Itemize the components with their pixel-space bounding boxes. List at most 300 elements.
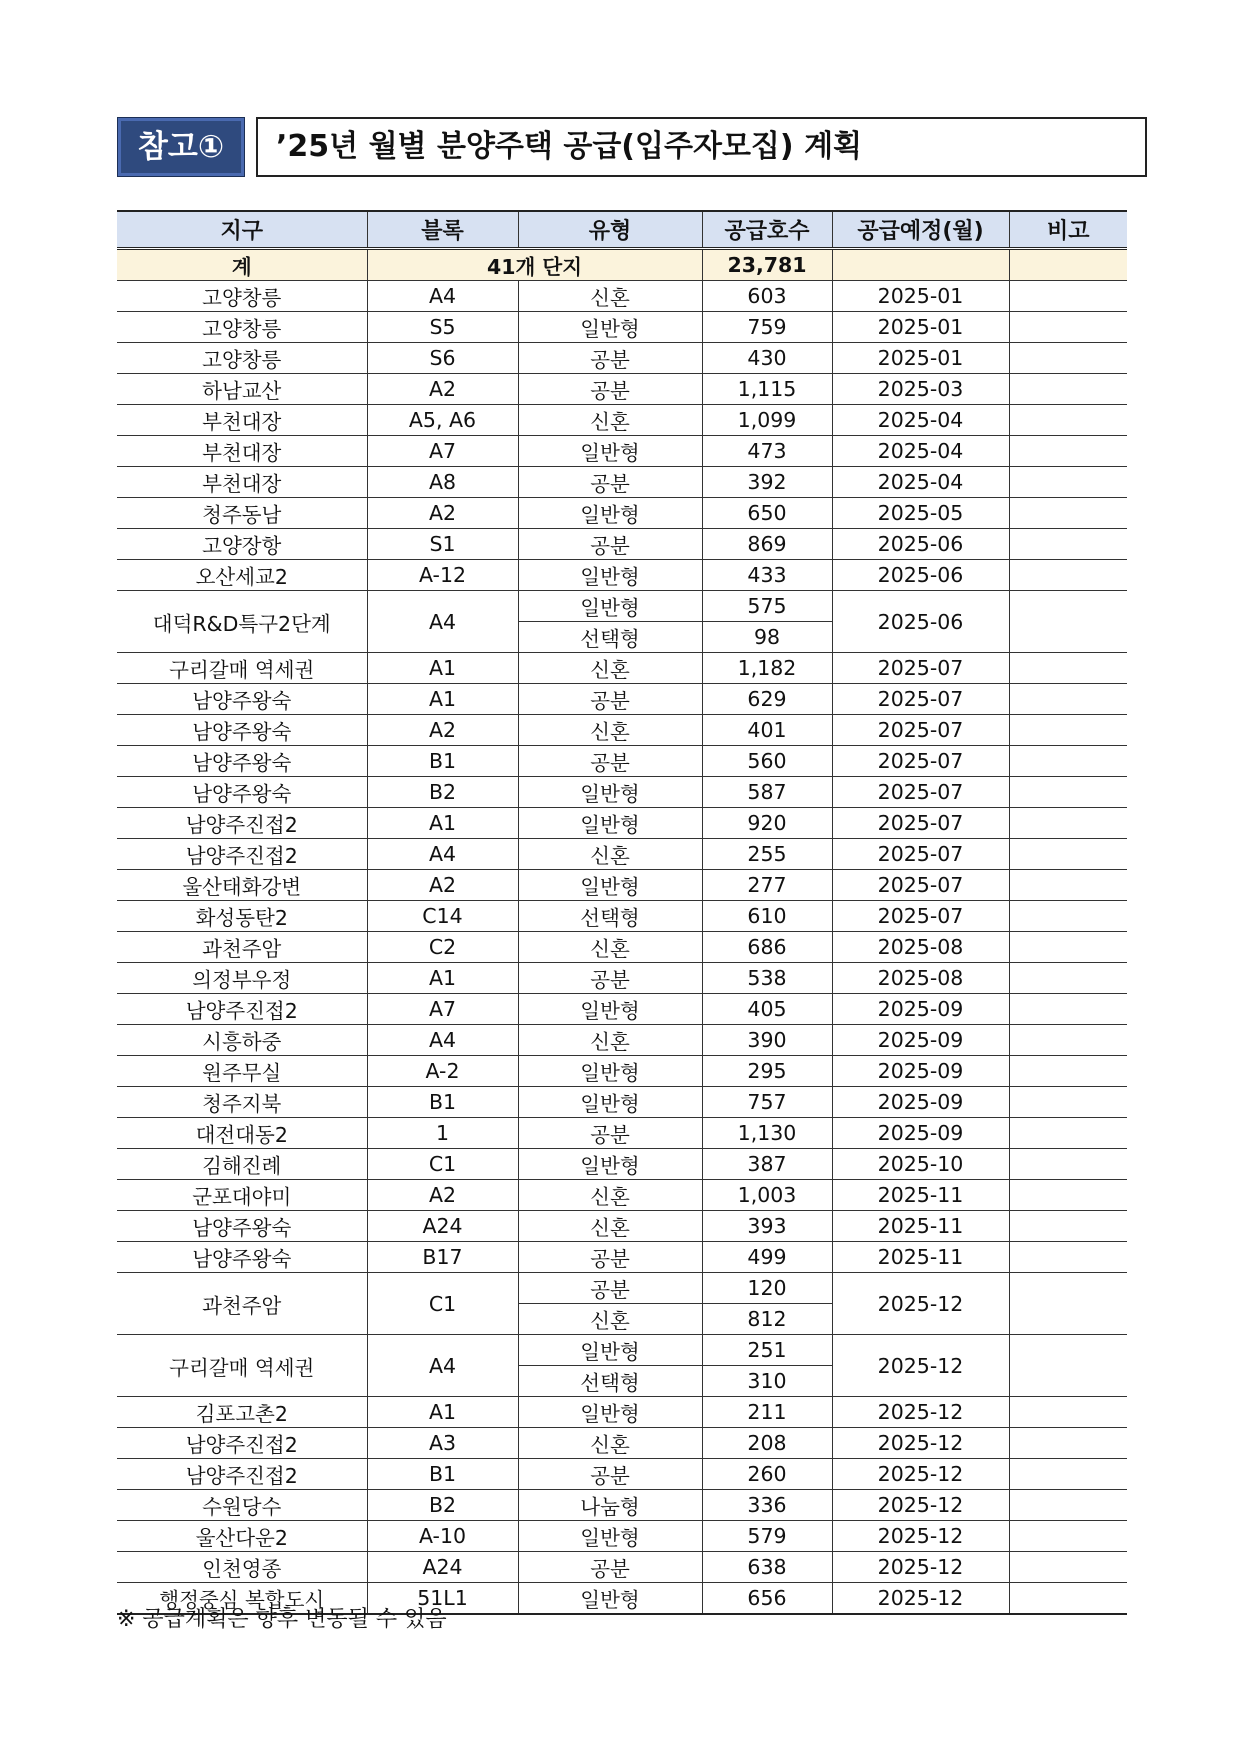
cell-block: A1 — [367, 1397, 518, 1428]
cell-remarks — [1009, 1056, 1127, 1087]
cell-month: 2025-07 — [832, 901, 1009, 932]
cell-block: A1 — [367, 653, 518, 684]
cell-district: 오산세교2 — [117, 560, 367, 591]
cell-block: 1 — [367, 1118, 518, 1149]
cell-remarks — [1009, 591, 1127, 653]
table-row — [117, 715, 1127, 746]
cell-district: 남양주진접2 — [117, 839, 367, 870]
cell-type: 공분 — [518, 963, 702, 994]
cell-remarks — [1009, 808, 1127, 839]
cell-district: 인천영종 — [117, 1552, 367, 1583]
table-row — [117, 1428, 1127, 1459]
cell-units: 1,099 — [702, 405, 832, 436]
table-row — [117, 777, 1127, 808]
cell-units: 686 — [702, 932, 832, 963]
cell-month: 2025-09 — [832, 1056, 1009, 1087]
cell-units: 812 — [702, 1304, 832, 1335]
cell-remarks — [1009, 994, 1127, 1025]
cell-month: 2025-12 — [832, 1335, 1009, 1397]
table-row — [117, 994, 1127, 1025]
cell-month: 2025-07 — [832, 715, 1009, 746]
cell-type: 일반형 — [518, 1056, 702, 1087]
cell-block: C2 — [367, 932, 518, 963]
cell-block: B1 — [367, 1087, 518, 1118]
cell-remarks — [1009, 839, 1127, 870]
cell-district: 의정부우정 — [117, 963, 367, 994]
cell-remarks — [1009, 746, 1127, 777]
cell-month: 2025-12 — [832, 1552, 1009, 1583]
table-row — [117, 932, 1127, 963]
table-header-row — [117, 211, 1127, 249]
cell-district: 남양주진접2 — [117, 808, 367, 839]
table-row — [117, 498, 1127, 529]
cell-type: 신혼 — [518, 839, 702, 870]
cell-type: 일반형 — [518, 1087, 702, 1118]
cell-district: 군포대야미 — [117, 1180, 367, 1211]
cell-block: B1 — [367, 1459, 518, 1490]
cell-type: 공분 — [518, 746, 702, 777]
table-row — [117, 343, 1127, 374]
cell-district: 남양주왕숙 — [117, 684, 367, 715]
cell-month: 2025-04 — [832, 405, 1009, 436]
cell-remarks — [1009, 343, 1127, 374]
cell-district: 울산다운2 — [117, 1521, 367, 1552]
cell-remarks — [1009, 1397, 1127, 1428]
cell-units: 260 — [702, 1459, 832, 1490]
cell-month: 2025-09 — [832, 1118, 1009, 1149]
cell-units: 587 — [702, 777, 832, 808]
cell-month: 2025-12 — [832, 1583, 1009, 1615]
cell-remarks — [1009, 777, 1127, 808]
cell-units: 277 — [702, 870, 832, 901]
cell-units: 499 — [702, 1242, 832, 1273]
footnote: ※ 공급계획은 향후 변동될 수 있음 — [117, 1607, 447, 1632]
cell-month: 2025-01 — [832, 343, 1009, 374]
cell-district: 남양주왕숙 — [117, 715, 367, 746]
cell-district: 남양주왕숙 — [117, 777, 367, 808]
cell-type: 일반형 — [518, 312, 702, 343]
cell-district: 화성동탄2 — [117, 901, 367, 932]
cell-district: 수원당수 — [117, 1490, 367, 1521]
table-row — [117, 746, 1127, 777]
cell-units: 405 — [702, 994, 832, 1025]
supply-plan-table — [117, 210, 1127, 1615]
cell-type: 일반형 — [518, 1335, 702, 1366]
cell-month: 2025-11 — [832, 1242, 1009, 1273]
cell-block: A2 — [367, 715, 518, 746]
cell-units: 603 — [702, 281, 832, 312]
cell-block: A-10 — [367, 1521, 518, 1552]
cell-type: 공분 — [518, 1242, 702, 1273]
cell-type: 신혼 — [518, 1428, 702, 1459]
col-header-block: 블록 — [367, 211, 518, 249]
cell-block: S6 — [367, 343, 518, 374]
col-header-units: 공급호수 — [702, 211, 832, 249]
cell-remarks — [1009, 1428, 1127, 1459]
table-row — [117, 870, 1127, 901]
cell-units: 295 — [702, 1056, 832, 1087]
cell-units: 401 — [702, 715, 832, 746]
cell-remarks — [1009, 560, 1127, 591]
cell-block: B2 — [367, 1490, 518, 1521]
cell-units: 208 — [702, 1428, 832, 1459]
table-row — [117, 808, 1127, 839]
cell-remarks — [1009, 281, 1127, 312]
cell-block: A4 — [367, 591, 518, 653]
cell-block: A24 — [367, 1552, 518, 1583]
cell-remarks — [1009, 870, 1127, 901]
cell-type: 일반형 — [518, 994, 702, 1025]
col-header-district: 지구 — [117, 211, 367, 249]
cell-block: A1 — [367, 808, 518, 839]
cell-month: 2025-07 — [832, 653, 1009, 684]
cell-units: 211 — [702, 1397, 832, 1428]
page-title: ’25년 월별 분양주택 공급(입주자모집) 계획 — [256, 117, 1147, 177]
cell-block: S1 — [367, 529, 518, 560]
cell-district: 구리갈매 역세권 — [117, 653, 367, 684]
cell-type: 공분 — [518, 467, 702, 498]
cell-type: 신혼 — [518, 1025, 702, 1056]
cell-month: 2025-12 — [832, 1397, 1009, 1428]
cell-type: 공분 — [518, 343, 702, 374]
cell-month: 2025-06 — [832, 560, 1009, 591]
cell-units: 920 — [702, 808, 832, 839]
cell-remarks — [1009, 1025, 1127, 1056]
table-row — [117, 405, 1127, 436]
cell-district: 울산태화강변 — [117, 870, 367, 901]
cell-type: 신혼 — [518, 715, 702, 746]
cell-month: 2025-09 — [832, 1087, 1009, 1118]
total-row — [117, 249, 1127, 281]
table-row — [117, 1397, 1127, 1428]
cell-units: 120 — [702, 1273, 832, 1304]
table-row — [117, 653, 1127, 684]
cell-type: 공분 — [518, 374, 702, 405]
cell-remarks — [1009, 1521, 1127, 1552]
cell-district: 김해진례 — [117, 1149, 367, 1180]
cell-remarks — [1009, 467, 1127, 498]
table-row — [117, 901, 1127, 932]
cell-month: 2025-10 — [832, 1149, 1009, 1180]
cell-units: 757 — [702, 1087, 832, 1118]
cell-units: 629 — [702, 684, 832, 715]
cell-block: A1 — [367, 963, 518, 994]
table-row — [117, 560, 1127, 591]
cell-remarks — [1009, 1180, 1127, 1211]
cell-district: 청주동남 — [117, 498, 367, 529]
cell-remarks — [1009, 405, 1127, 436]
cell-remarks — [1009, 374, 1127, 405]
cell-district: 대전대동2 — [117, 1118, 367, 1149]
table-row — [117, 684, 1127, 715]
cell-month: 2025-07 — [832, 684, 1009, 715]
col-header-type: 유형 — [518, 211, 702, 249]
cell-remarks — [1009, 498, 1127, 529]
cell-district: 부천대장 — [117, 405, 367, 436]
cell-remarks — [1009, 1490, 1127, 1521]
cell-month: 2025-04 — [832, 467, 1009, 498]
table-row — [117, 1273, 1127, 1304]
cell-units: 638 — [702, 1552, 832, 1583]
cell-district: 남양주왕숙 — [117, 1242, 367, 1273]
cell-block: A-2 — [367, 1056, 518, 1087]
cell-remarks — [1009, 901, 1127, 932]
cell-remarks — [1009, 312, 1127, 343]
cell-units: 393 — [702, 1211, 832, 1242]
cell-remarks — [1009, 653, 1127, 684]
cell-block: A7 — [367, 994, 518, 1025]
table-row — [117, 1211, 1127, 1242]
cell-block: A3 — [367, 1428, 518, 1459]
cell-month: 2025-07 — [832, 777, 1009, 808]
cell-type: 공분 — [518, 529, 702, 560]
cell-type: 선택형 — [518, 901, 702, 932]
cell-block: C1 — [367, 1149, 518, 1180]
table-row — [117, 1025, 1127, 1056]
cell-type: 신혼 — [518, 932, 702, 963]
cell-remarks — [1009, 684, 1127, 715]
cell-month: 2025-08 — [832, 932, 1009, 963]
cell-remarks — [1009, 715, 1127, 746]
total-remarks — [1009, 249, 1127, 281]
cell-block: C14 — [367, 901, 518, 932]
cell-district: 남양주진접2 — [117, 1459, 367, 1490]
cell-remarks — [1009, 932, 1127, 963]
cell-units: 1,130 — [702, 1118, 832, 1149]
cell-type: 일반형 — [518, 870, 702, 901]
cell-type: 일반형 — [518, 436, 702, 467]
cell-month: 2025-12 — [832, 1490, 1009, 1521]
table-row — [117, 839, 1127, 870]
cell-month: 2025-08 — [832, 963, 1009, 994]
cell-remarks — [1009, 436, 1127, 467]
col-header-remarks: 비고 — [1009, 211, 1127, 249]
cell-month: 2025-07 — [832, 870, 1009, 901]
cell-month: 2025-01 — [832, 281, 1009, 312]
table-row — [117, 1056, 1127, 1087]
cell-type: 일반형 — [518, 498, 702, 529]
table-row — [117, 1180, 1127, 1211]
cell-month: 2025-12 — [832, 1273, 1009, 1335]
cell-type: 신혼 — [518, 1211, 702, 1242]
cell-units: 392 — [702, 467, 832, 498]
cell-units: 255 — [702, 839, 832, 870]
cell-units: 575 — [702, 591, 832, 622]
cell-block: 51L1 — [367, 1583, 518, 1615]
cell-units: 1,182 — [702, 653, 832, 684]
cell-type: 일반형 — [518, 777, 702, 808]
cell-month: 2025-11 — [832, 1180, 1009, 1211]
cell-month: 2025-06 — [832, 591, 1009, 653]
cell-district: 남양주진접2 — [117, 1428, 367, 1459]
cell-type: 신혼 — [518, 653, 702, 684]
cell-remarks — [1009, 1149, 1127, 1180]
cell-month: 2025-05 — [832, 498, 1009, 529]
cell-units: 538 — [702, 963, 832, 994]
cell-district: 고양창릉 — [117, 281, 367, 312]
cell-block: A4 — [367, 839, 518, 870]
cell-type: 일반형 — [518, 591, 702, 622]
cell-district: 하남교산 — [117, 374, 367, 405]
cell-month: 2025-07 — [832, 839, 1009, 870]
cell-units: 759 — [702, 312, 832, 343]
table-row — [117, 1087, 1127, 1118]
cell-type: 공분 — [518, 1273, 702, 1304]
col-header-month: 공급예정(월) — [832, 211, 1009, 249]
cell-units: 560 — [702, 746, 832, 777]
table-row — [117, 591, 1127, 622]
cell-type: 선택형 — [518, 622, 702, 653]
cell-type: 공분 — [518, 1118, 702, 1149]
cell-block: A1 — [367, 684, 518, 715]
cell-district: 원주무실 — [117, 1056, 367, 1087]
cell-district: 청주지북 — [117, 1087, 367, 1118]
cell-units: 656 — [702, 1583, 832, 1615]
table-row — [117, 1242, 1127, 1273]
table-row — [117, 281, 1127, 312]
cell-units: 310 — [702, 1366, 832, 1397]
cell-units: 650 — [702, 498, 832, 529]
cell-remarks — [1009, 1459, 1127, 1490]
cell-block: A2 — [367, 498, 518, 529]
cell-block: B1 — [367, 746, 518, 777]
table-row — [117, 1552, 1127, 1583]
cell-units: 473 — [702, 436, 832, 467]
cell-district: 남양주진접2 — [117, 994, 367, 1025]
cell-type: 공분 — [518, 1459, 702, 1490]
cell-block: A24 — [367, 1211, 518, 1242]
cell-type: 일반형 — [518, 1583, 702, 1615]
cell-units: 336 — [702, 1490, 832, 1521]
cell-remarks — [1009, 1273, 1127, 1335]
cell-district: 부천대장 — [117, 436, 367, 467]
cell-month: 2025-12 — [832, 1428, 1009, 1459]
cell-district: 고양장항 — [117, 529, 367, 560]
cell-remarks — [1009, 529, 1127, 560]
cell-type: 공분 — [518, 1552, 702, 1583]
cell-units: 1,003 — [702, 1180, 832, 1211]
cell-district: 행정중심 복합도시 — [117, 1583, 367, 1615]
cell-month: 2025-03 — [832, 374, 1009, 405]
cell-block: A-12 — [367, 560, 518, 591]
table-row — [117, 1521, 1127, 1552]
cell-remarks — [1009, 1118, 1127, 1149]
cell-block: A2 — [367, 1180, 518, 1211]
cell-type: 신혼 — [518, 405, 702, 436]
table-row — [117, 312, 1127, 343]
cell-units: 390 — [702, 1025, 832, 1056]
cell-remarks — [1009, 1242, 1127, 1273]
cell-type: 공분 — [518, 684, 702, 715]
cell-district: 고양창릉 — [117, 312, 367, 343]
cell-district: 남양주왕숙 — [117, 1211, 367, 1242]
cell-month: 2025-11 — [832, 1211, 1009, 1242]
table-row — [117, 1459, 1127, 1490]
cell-block: A5, A6 — [367, 405, 518, 436]
table-row — [117, 963, 1127, 994]
cell-units: 98 — [702, 622, 832, 653]
cell-units: 387 — [702, 1149, 832, 1180]
cell-month: 2025-09 — [832, 1025, 1009, 1056]
cell-type: 일반형 — [518, 1149, 702, 1180]
cell-type: 일반형 — [518, 1521, 702, 1552]
cell-block: A4 — [367, 281, 518, 312]
cell-type: 신혼 — [518, 281, 702, 312]
cell-district: 고양창릉 — [117, 343, 367, 374]
cell-block: C1 — [367, 1273, 518, 1335]
cell-remarks — [1009, 1211, 1127, 1242]
cell-month: 2025-04 — [832, 436, 1009, 467]
total-month — [832, 249, 1009, 281]
cell-units: 610 — [702, 901, 832, 932]
cell-type: 일반형 — [518, 808, 702, 839]
page-header — [117, 117, 1127, 177]
cell-district: 구리갈매 역세권 — [117, 1335, 367, 1397]
cell-block: A2 — [367, 870, 518, 901]
cell-block: A4 — [367, 1335, 518, 1397]
reference-badge: 참고① — [117, 117, 245, 177]
table-row — [117, 436, 1127, 467]
cell-district: 김포고촌2 — [117, 1397, 367, 1428]
total-units: 23,781 — [702, 249, 832, 281]
cell-block: A7 — [367, 436, 518, 467]
cell-remarks — [1009, 1552, 1127, 1583]
cell-type: 일반형 — [518, 1397, 702, 1428]
cell-block: A4 — [367, 1025, 518, 1056]
cell-district: 남양주왕숙 — [117, 746, 367, 777]
cell-district: 부천대장 — [117, 467, 367, 498]
cell-district: 과천주암 — [117, 932, 367, 963]
cell-block: B2 — [367, 777, 518, 808]
cell-block: A2 — [367, 374, 518, 405]
total-blocks: 41개 단지 — [367, 249, 702, 281]
cell-remarks — [1009, 1335, 1127, 1397]
cell-type: 신혼 — [518, 1180, 702, 1211]
cell-type: 선택형 — [518, 1366, 702, 1397]
cell-units: 433 — [702, 560, 832, 591]
table-row — [117, 529, 1127, 560]
cell-month: 2025-12 — [832, 1459, 1009, 1490]
cell-units: 1,115 — [702, 374, 832, 405]
cell-units: 579 — [702, 1521, 832, 1552]
cell-month: 2025-06 — [832, 529, 1009, 560]
cell-block: A8 — [367, 467, 518, 498]
table-row — [117, 374, 1127, 405]
cell-month: 2025-09 — [832, 994, 1009, 1025]
table-row — [117, 1490, 1127, 1521]
cell-remarks — [1009, 1583, 1127, 1615]
cell-type: 나눔형 — [518, 1490, 702, 1521]
cell-month: 2025-07 — [832, 808, 1009, 839]
cell-month: 2025-12 — [832, 1521, 1009, 1552]
table-row — [117, 1118, 1127, 1149]
cell-units: 251 — [702, 1335, 832, 1366]
cell-remarks — [1009, 963, 1127, 994]
cell-type: 일반형 — [518, 560, 702, 591]
cell-month: 2025-01 — [832, 312, 1009, 343]
table-row — [117, 1149, 1127, 1180]
cell-district: 대덕R&D특구2단계 — [117, 591, 367, 653]
cell-district: 시흥하중 — [117, 1025, 367, 1056]
table-row — [117, 1335, 1127, 1366]
cell-district: 과천주암 — [117, 1273, 367, 1335]
cell-month: 2025-07 — [832, 746, 1009, 777]
cell-units: 869 — [702, 529, 832, 560]
cell-units: 430 — [702, 343, 832, 374]
cell-type: 신혼 — [518, 1304, 702, 1335]
total-label: 계 — [117, 249, 367, 281]
cell-remarks — [1009, 1087, 1127, 1118]
